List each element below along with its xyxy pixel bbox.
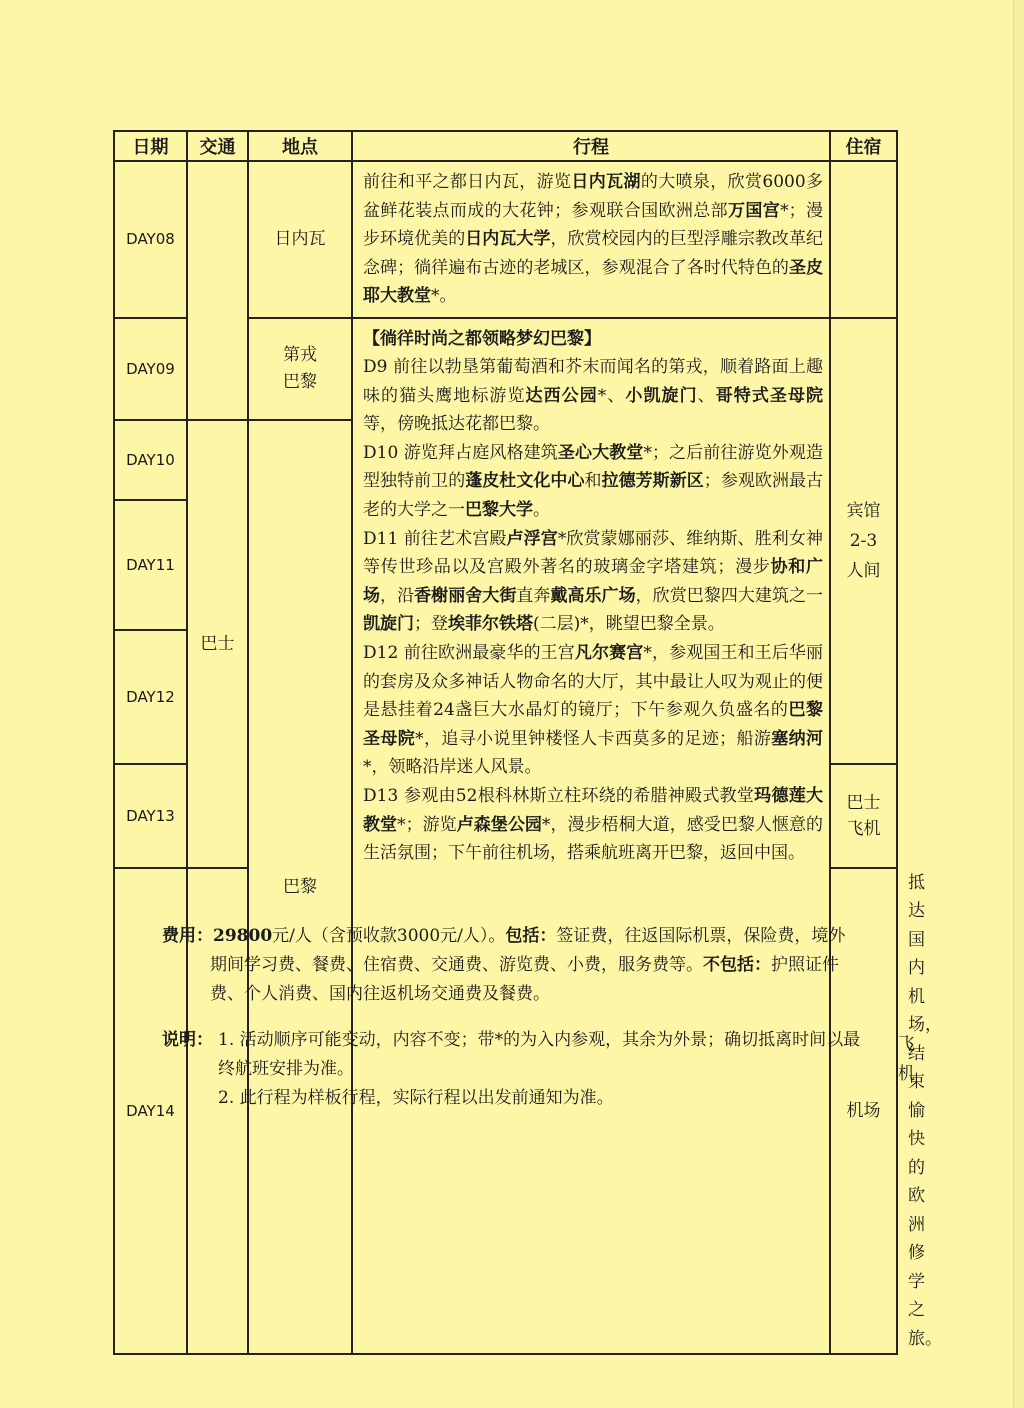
remark-item: 2. 此行程为样板行程，实际行程以出发前通知为准。 [218,1088,614,1108]
text-bold: 巴黎大学 [465,500,533,521]
text-bold: 日内瓦大学 [465,229,551,249]
day-cell: DAY10 [114,420,187,500]
text: 直奔 [516,585,551,606]
text: *，参观国王和王后华丽的套房及众多神话人物命名的大厅，其中最让人叹为观止的便是悬挂着24盏巨大水晶灯的镜厅；下午参观久负盛名的 [363,643,824,721]
text-bold: 蓬皮杜文化中心 [465,471,585,492]
text: *，领略沿岸迷人风景。 [363,757,542,778]
paragraph-d10 [363,439,823,525]
text-bold: 巴黎圣母院 [363,700,824,749]
header-place: 地点 [248,131,352,161]
text: D9 前往以勃垦第葡萄酒和芥末而闻名的第戎，顺着路面上趣味的猫头鹰地标游览 [363,357,823,406]
text: D12 前往欧洲最豪华的王宫 [363,643,575,664]
text: 、 [697,385,716,406]
itinerary-table [113,130,942,1355]
section-title: 【徜徉时尚之都领略梦幻巴黎】 [363,328,601,349]
text-bold: 达西公园 [525,385,598,406]
place-cell: 机场 [830,868,897,1355]
text: ，欣赏校园内的巨型浮雕宗教改革纪念碑；徜徉遍布古迹的老城区，参观混合了各时代特色的 [363,229,824,278]
transport-cell [830,764,897,868]
page-edge [1013,0,1024,1408]
transport-text: 巴士 [846,792,881,813]
remark-label: 说明： [162,1030,213,1050]
text-bold: 玛德莲大教堂 [363,786,824,835]
day-cell: DAY12 [114,630,187,764]
place-cell [248,318,352,420]
place-cell: 巴黎 [248,420,352,1355]
day-cell: DAY08 [114,161,187,318]
lodging-cell-empty [830,161,897,318]
header-lodging: 住宿 [830,131,897,161]
day-cell: DAY13 [114,764,187,868]
text-bold: 万国宫 [727,200,781,221]
text: *，追寻小说里钟楼怪人卡西莫多的足迹；船游 [415,728,772,749]
fee-include-label: 包括： [505,926,557,946]
text-bold: 卢森堡公园 [456,814,542,835]
text: (二层)*，眺望巴黎全景。 [533,614,725,635]
fee-exclude-label: 不包括： [703,955,771,975]
text-bold: 卢浮宫 [506,528,558,549]
lodging-text: 2-3 [849,530,878,551]
text: 的大喷泉，欣赏6000多盆鲜花装点而成的大花钟；参观联合国欧洲总部 [363,172,824,221]
fee-section [162,922,862,1009]
day-cell: DAY14 [114,868,187,1355]
paragraph-d9 [363,353,823,439]
transport-cell: 巴士 [187,420,248,868]
transport-cell [187,161,248,420]
paragraph-d11 [363,525,823,639]
text: *；之后前往游览外观造型独特前卫的 [363,442,823,492]
itinerary-cell-paris [352,318,830,1355]
fee-exclude-text: 护照证件费、个人消费、国内往返机场交通费及餐费。 [210,955,839,1004]
text-bold: 戴高乐广场 [550,585,636,606]
remark-body [218,1026,862,1113]
text: *、 [597,385,626,406]
day-cell: DAY11 [114,500,187,630]
remark-item: 1. 活动顺序可能变动，内容不变；带*的为入内参观，其余为外景；确切抵离时间以最终航班安排为准。 [218,1030,861,1079]
text: *。 [431,286,457,306]
table-header-row [114,131,897,161]
text-bold: 小凯旋门 [625,385,698,406]
text: *；漫步环境优美的 [363,200,824,249]
fee-label: 费用： [162,926,213,946]
lodging-text: 人间 [846,560,881,581]
text: 等，傍晚抵达花都巴黎。 [363,414,550,435]
text-bold: 协和广场 [363,557,824,606]
text-bold: 凯旋门 [363,614,414,635]
lodging-cell-hotel [830,318,897,764]
text: D10 游览拜占庭风格建筑 [363,442,558,463]
text: ；登 [414,614,448,635]
text-bold: 埃菲尔铁塔 [448,614,533,635]
text-bold: 日内瓦湖 [571,172,641,192]
table-row: DAY13 巴士 飞机 飞机 [114,764,897,868]
text-bold: 凡尔赛宫 [574,643,644,664]
fee-include-text: 签证费，往返国际机票，保险费，境外期间学习费、餐费、住宿费、交通费、游览费、小费，服务费等。 [210,926,846,975]
place-text: 第戎巴黎 [283,344,317,392]
fee-amount: 29800 [213,926,273,946]
lodging-text: 宾馆 [846,500,881,521]
table-row: DAY14 机场 抵达国内机场，结束愉快的欧洲修学之旅。 [114,868,897,1355]
header-transport: 交通 [187,131,248,161]
header-date: 日期 [114,131,187,161]
text: ，欣赏巴黎四大建筑之一 [635,585,824,606]
text: *；游览 [397,814,457,835]
paragraph-d13 [363,782,823,868]
text-bold: 圣皮耶大教堂 [363,257,824,306]
text: D13 参观由52根科林斯立柱环绕的希腊神殿式教堂 [363,786,755,806]
text: 和 [584,471,602,492]
text: ；参观欧洲最古老的大学之一 [363,471,824,521]
itinerary-cell [352,161,830,318]
paragraph-d12 [363,639,823,782]
text-bold: 圣心大教堂 [557,442,644,463]
fee-amount-detail: 元/人（含预收款3000元/人）。 [272,926,506,946]
text: 前往和平之都日内瓦，游览 [363,172,572,192]
table-row [114,161,897,318]
text-bold: 香榭丽舍大街 [414,585,517,606]
text: 。 [533,500,550,521]
day-cell: DAY09 [114,318,187,420]
text-bold: 哥特式圣母院 [715,385,824,406]
remark-section [162,1026,862,1113]
text: *欣赏蒙娜丽莎、维纳斯、胜利女神等传世珍品以及宫殿外著名的玻璃金字塔建筑；漫步 [363,528,824,578]
header-itinerary: 行程 [352,131,830,161]
text: D11 前往艺术宫殿 [363,528,507,549]
text: *，漫步梧桐大道，感受巴黎人惬意的生活氛围；下午前往机场，搭乘航班离开巴黎，返回中国。 [363,814,824,864]
text-bold: 拉德芳斯新区 [601,471,704,492]
text: ，沿 [380,585,415,606]
place-cell: 日内瓦 [248,161,352,318]
text-bold: 塞纳河 [771,728,824,749]
transport-text: 飞机 [846,818,881,839]
